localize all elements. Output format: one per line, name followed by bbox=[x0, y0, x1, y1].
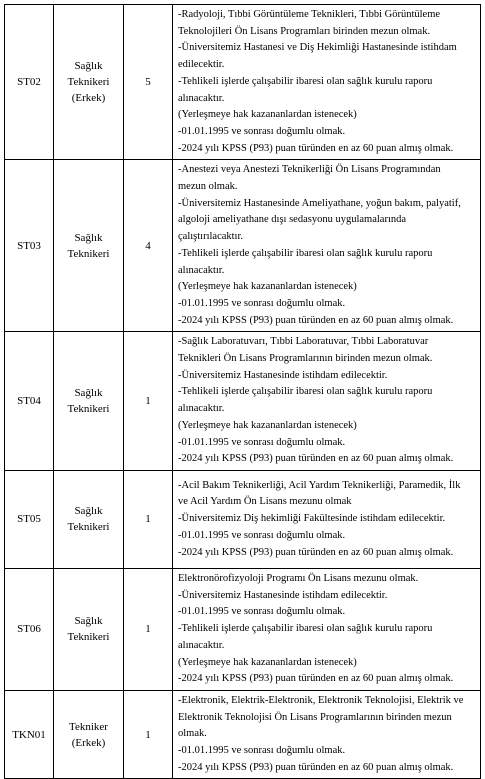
position-count: 4 bbox=[124, 160, 173, 332]
requirement-line: alınacaktır. bbox=[178, 92, 225, 104]
requirement-line: -Tehlikeli işlerde çalışabilir ibaresi olan sağlık kurulu raporu bbox=[178, 247, 433, 259]
position-code: ST04 bbox=[5, 332, 54, 471]
position-title-line: Teknikeri bbox=[67, 76, 110, 89]
requirement-line: (Yerleşmeye hak kazananlardan istenecek) bbox=[178, 109, 357, 121]
requirements-cell bbox=[173, 332, 481, 471]
position-code: ST06 bbox=[5, 568, 54, 690]
position-title bbox=[54, 160, 124, 332]
position-count: 5 bbox=[124, 5, 173, 160]
requirement-line: algoloji ameliyathane dışı sedasyonu uygulamalarında bbox=[178, 214, 407, 226]
position-code: ST02 bbox=[5, 5, 54, 160]
requirement-line: -01.01.1995 ve sonrası doğumlu olmak. bbox=[178, 529, 346, 541]
position-title bbox=[54, 5, 124, 160]
requirement-line: Teknolojileri Ön Lisans Programları birinden mezun olmak. bbox=[178, 25, 431, 37]
position-title-line: Sağlık bbox=[74, 615, 103, 628]
requirement-line: -2024 yılı KPSS (P93) puan türünden en az 60 puan almış olmak. bbox=[178, 761, 454, 773]
requirement-line: -01.01.1995 ve sonrası doğumlu olmak. bbox=[178, 125, 346, 137]
position-count: 1 bbox=[124, 568, 173, 690]
requirement-line: olmak. bbox=[178, 728, 207, 740]
position-title-line: (Erkek) bbox=[71, 736, 106, 749]
position-title bbox=[54, 332, 124, 471]
position-title bbox=[54, 470, 124, 568]
requirement-line: -Üniversitemiz Hastanesi ve Diş Hekimliği Hastanesinde istihdam bbox=[178, 42, 457, 54]
position-title-line: Teknikeri bbox=[67, 521, 110, 534]
position-title-line: Sağlık bbox=[74, 505, 103, 518]
requirement-line: alınacaktır. bbox=[178, 403, 225, 415]
position-title-line: Sağlık bbox=[74, 231, 103, 244]
requirement-line: (Yerleşmeye hak kazananlardan istenecek) bbox=[178, 281, 357, 293]
requirement-line: -01.01.1995 ve sonrası doğumlu olmak. bbox=[178, 606, 346, 618]
requirement-line: -Üniversitemiz Diş hekimliği Fakültesinde istihdam edilecektir. bbox=[178, 513, 446, 525]
position-title-line: (Erkek) bbox=[71, 92, 106, 105]
requirement-line: edilecektir. bbox=[178, 59, 225, 71]
position-code: TKN01 bbox=[5, 690, 54, 779]
position-count: 1 bbox=[124, 470, 173, 568]
requirement-line: -Radyoloji, Tıbbi Görüntüleme Teknikleri, Tıbbi Görüntüleme bbox=[178, 9, 441, 20]
requirement-line: Elektronik Teknolojisi Ön Lisans Programlarının birinden mezun bbox=[178, 711, 452, 723]
requirement-line: Elektronörofizyoloji Programı Ön Lisans mezunu olmak. bbox=[178, 572, 419, 584]
requirement-line: -01.01.1995 ve sonrası doğumlu olmak. bbox=[178, 297, 346, 309]
table-row bbox=[5, 160, 481, 332]
position-title-line: Teknikeri bbox=[67, 631, 110, 644]
requirement-line: -Üniversitemiz Hastanesinde istihdam edilecektir. bbox=[178, 589, 388, 601]
position-title-line: Sağlık bbox=[74, 60, 103, 73]
position-title-line: Tekniker bbox=[69, 720, 108, 733]
requirement-line: -01.01.1995 ve sonrası doğumlu olmak. bbox=[178, 436, 346, 448]
requirement-line: -Tehlikeli işlerde çalışabilir ibaresi olan sağlık kurulu raporu bbox=[178, 386, 433, 398]
table-row bbox=[5, 5, 481, 160]
position-title-line: Sağlık bbox=[74, 387, 103, 400]
requirement-line: -2024 yılı KPSS (P93) puan türünden en az 60 puan almış olmak. bbox=[178, 546, 454, 558]
requirement-line: -2024 yılı KPSS (P93) puan türünden en az 60 puan almış olmak. bbox=[178, 673, 454, 685]
requirement-line: -Anestezi veya Anestezi Teknikerliği Ön Lisans Programından bbox=[178, 164, 441, 176]
requirements-cell bbox=[173, 5, 481, 160]
requirements-cell bbox=[173, 160, 481, 332]
requirements-cell bbox=[173, 470, 481, 568]
position-title bbox=[54, 568, 124, 690]
table-row bbox=[5, 332, 481, 471]
requirement-line: Teknikleri Ön Lisans Programlarının birinden mezun olmak. bbox=[178, 353, 433, 365]
requirement-line: -Sağlık Laboratuvarı, Tıbbi Laboratuvar, Tıbbi Laboratuvar bbox=[178, 336, 429, 348]
position-code: ST03 bbox=[5, 160, 54, 332]
position-title-line: Teknikeri bbox=[67, 247, 110, 260]
requirement-line: çalıştırılacaktır. bbox=[178, 231, 244, 243]
requirements-cell bbox=[173, 568, 481, 690]
requirement-line: -Tehlikeli işlerde çalışabilir ibaresi olan sağlık kurulu raporu bbox=[178, 75, 433, 87]
requirement-line: -2024 yılı KPSS (P93) puan türünden en az 60 puan almış olmak. bbox=[178, 453, 454, 465]
requirement-line: -01.01.1995 ve sonrası doğumlu olmak. bbox=[178, 745, 346, 757]
table-row bbox=[5, 470, 481, 568]
requirement-line: -2024 yılı KPSS (P93) puan türünden en az 60 puan almış olmak. bbox=[178, 314, 454, 326]
requirement-line: alınacaktır. bbox=[178, 264, 225, 276]
requirement-line: -Tehlikeli işlerde çalışabilir ibaresi olan sağlık kurulu raporu bbox=[178, 623, 433, 635]
position-count: 1 bbox=[124, 690, 173, 779]
requirement-line: ve Acil Yardım Ön Lisans mezunu olmak bbox=[178, 496, 352, 508]
positions-table-body bbox=[5, 5, 481, 779]
position-count: 1 bbox=[124, 332, 173, 471]
position-code: ST05 bbox=[5, 470, 54, 568]
requirement-line: (Yerleşmeye hak kazananlardan istenecek) bbox=[178, 419, 357, 431]
requirement-line: -Üniversitemiz Hastanesinde Ameliyathane, yoğun bakım, palyatif, bbox=[178, 197, 461, 209]
requirement-line: alınacaktır. bbox=[178, 639, 225, 651]
table-row bbox=[5, 568, 481, 690]
positions-table bbox=[4, 4, 481, 779]
requirement-line: -2024 yılı KPSS (P93) puan türünden en az 60 puan almış olmak. bbox=[178, 142, 454, 154]
position-title-line: Teknikeri bbox=[67, 403, 110, 416]
requirement-line: -Acil Bakım Teknikerliği, Acil Yardım Teknikerliği, Paramedik, İlk bbox=[178, 479, 461, 491]
requirement-line: -Üniversitemiz Hastanesinde istihdam edilecektir. bbox=[178, 369, 388, 381]
requirement-line: -Elektronik, Elektrik-Elektronik, Elektronik Teknolojisi, Elektrik ve bbox=[178, 694, 464, 706]
requirement-line: (Yerleşmeye hak kazananlardan istenecek) bbox=[178, 656, 357, 668]
requirement-line: mezun olmak. bbox=[178, 181, 238, 193]
